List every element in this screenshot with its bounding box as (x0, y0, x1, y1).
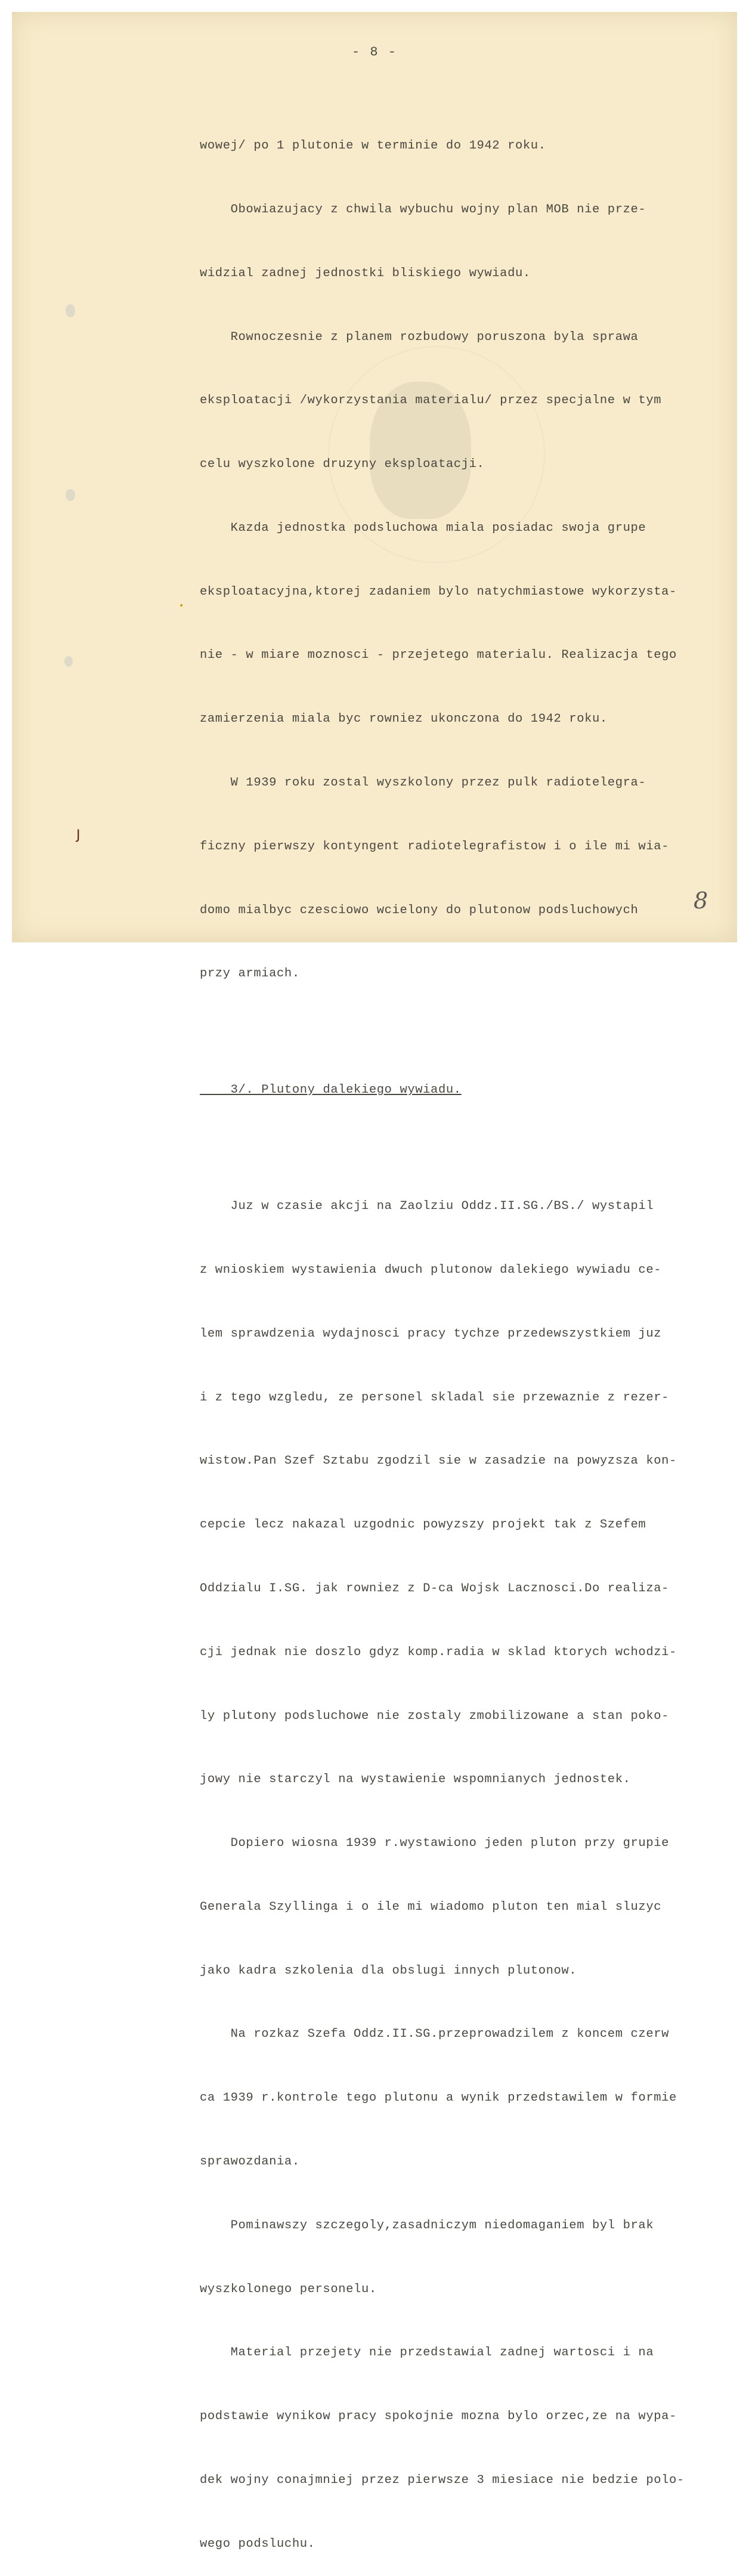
text-line: widzial zadnej jednostki bliskiego wywiadu. (200, 266, 531, 280)
document-body (200, 93, 725, 2576)
text-line: ca 1939 r.kontrole tego plutonu a wynik przedstawilem w formie (200, 2091, 677, 2105)
text-line: eksploatacyjna,ktorej zadaniem bylo natychmiastowe wykorzysta- (200, 585, 677, 599)
text-line: ly plutony podsluchowe nie zostaly zmobilizowane a stan poko- (200, 1709, 670, 1723)
text-line: podstawie wynikow pracy spokojnie mozna bylo orzec,ze na wypa- (200, 2410, 677, 2424)
text-line: Generala Szyllinga i o ile mi wiadomo pluton ten mial sluzyc (200, 1900, 662, 1914)
text-line: W 1939 roku zostal wyszkolony przez pulk radiotelegra- (200, 776, 646, 790)
paper-stain (66, 304, 75, 317)
margin-pencil-mark: J (76, 828, 81, 843)
text-line: nie - w miare moznosci - przejetego materialu. Realizacja tego (200, 648, 677, 663)
text-line: domo mialbyc czesciowo wcielony do plutonow podsluchowych (200, 903, 639, 917)
text-line: cji jednak nie doszlo gdyz komp.radia w sklad ktorych wchodzi- (200, 1645, 677, 1659)
handwritten-page-number: 8 (694, 887, 708, 914)
text-line: Rownoczesnie z planem rozbudowy poruszona byla sprawa (200, 330, 639, 344)
text-line: celu wyszkolone druzyny eksploatacji. (200, 457, 485, 472)
text-line: Kazda jednostka podsluchowa miala posiadac swoja grupe (200, 521, 646, 535)
text-line: lem sprawdzenia wydajnosci pracy tychze przedewszystkiem juz (200, 1326, 662, 1341)
text-line: wego podsluchu. (200, 2537, 315, 2551)
text-line: dek wojny conajmniej przez pierwsze 3 miesiace nie bedzie polo- (200, 2473, 685, 2487)
paper-stain (64, 656, 73, 667)
text-line: przy armiach. (200, 967, 300, 981)
text-line: eksploatacji /wykorzystania materialu/ przez specjalne w tym (200, 394, 662, 408)
text-line: i z tego wzgledu, ze personel skladal sie przewaznie z rezer- (200, 1390, 670, 1405)
text-line: zamierzenia miala byc rowniez ukonczona do 1942 roku. (200, 712, 608, 726)
text-line: Oddzialu I.SG. jak rowniez z D-ca Wojsk Lacznosci.Do realiza- (200, 1581, 670, 1595)
text-line: sprawozdania. (200, 2155, 300, 2169)
margin-dot: • (179, 601, 184, 611)
text-line: Material przejety nie przedstawial zadnej wartosci i na (200, 2346, 654, 2360)
text-line: Dopiero wiosna 1939 r.wystawiono jeden pluton przy grupie (200, 1836, 670, 1851)
text-line: Pominawszy szczegoly,zasadniczym niedomaganiem byl brak (200, 2218, 654, 2232)
text-line: wowej/ po 1 plutonie w terminie do 1942 roku. (200, 139, 546, 153)
text-line: Juz w czasie akcji na Zaolziu Oddz.II.SG./BS./ wystapil (200, 1199, 654, 1214)
text-line: ficzny pierwszy kontyngent radiotelegrafistow i o ile mi wia- (200, 839, 670, 853)
text-line: Obowiazujacy z chwila wybuchu wojny plan MOB nie prze- (200, 202, 646, 217)
text-line: jowy nie starczyl na wystawienie wspomnianych jednostek. (200, 1773, 631, 1787)
text-line: wistow.Pan Szef Sztabu zgodzil sie w zasadzie na powyzsza kon- (200, 1454, 677, 1468)
paper-stain (66, 489, 75, 501)
text-line: wyszkolonego personelu. (200, 2282, 377, 2296)
text-line: cepcie lecz nakazal uzgodnic powyzszy projekt tak z Szefem (200, 1518, 646, 1532)
text-line: jako kadra szkolenia dla obslugi innych plutonow. (200, 1963, 577, 1978)
page-number: - 8 - (351, 45, 397, 60)
text-line: Na rozkaz Szefa Oddz.II.SG.przeprowadzilem z koncem czerw (200, 2027, 670, 2042)
section-heading: 3/. Plutony dalekiego wywiadu. (200, 1083, 462, 1097)
text-line: z wnioskiem wystawienia dwuch plutonow dalekiego wywiadu ce- (200, 1263, 662, 1278)
